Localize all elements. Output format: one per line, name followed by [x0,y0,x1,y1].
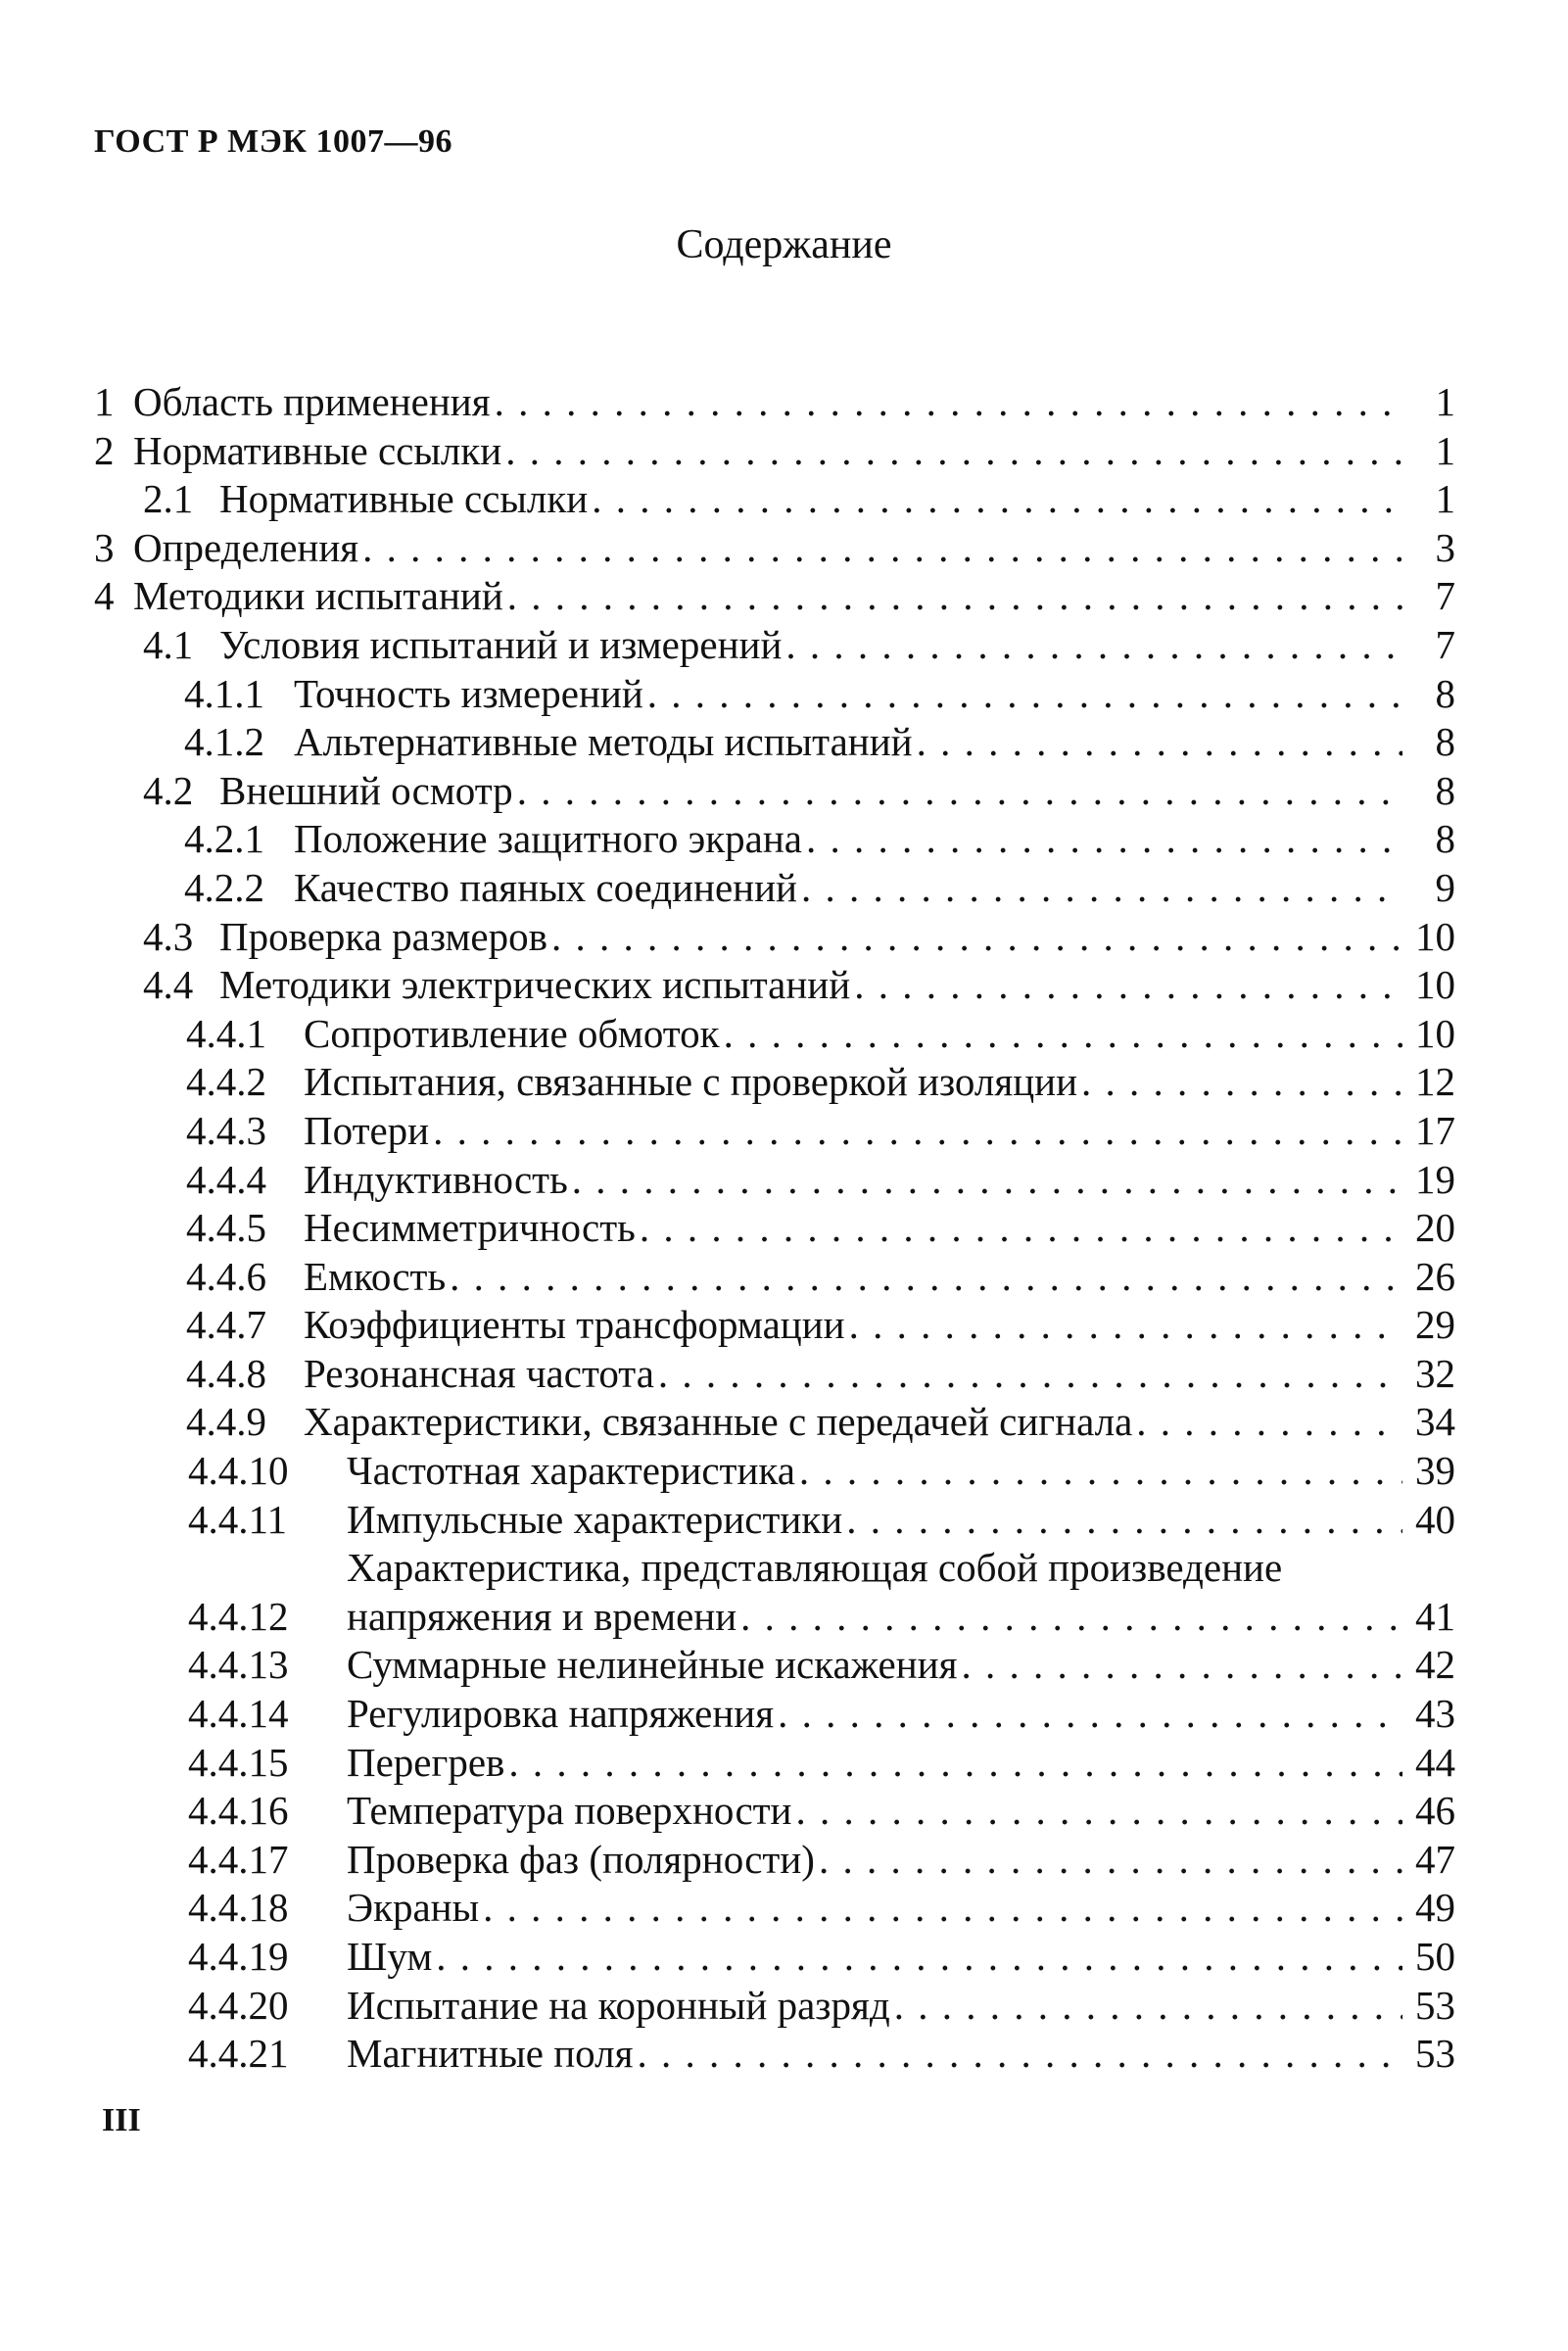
toc-entry-text [347,1982,1412,2031]
toc-entry-text [304,1058,1412,1107]
toc-entry-number: 4.1 [143,621,194,667]
toc-entry [94,1739,1455,1788]
toc-entry-label: Резонансная частота [304,1350,654,1396]
dot-leader [517,767,1402,816]
toc-entry [94,815,1455,864]
toc-entry-page: 44 [1415,1739,1455,1785]
toc-entry-page: 29 [1415,1302,1455,1348]
toc-entry-number: 1 [94,379,115,424]
toc-entry-number: 4.4.14 [188,1691,289,1737]
toc-entry-text [219,913,1412,962]
toc-entry-text [347,1787,1412,1836]
toc-entry-number: 4.4.7 [186,1302,266,1348]
toc-entry-label: Магнитные поля [347,2031,634,2077]
toc-entry-page: 8 [1435,816,1455,862]
toc-entry-number: 4.4.20 [188,1982,289,2028]
toc-entry-label: Характеристики, связанные с передачей сигнала [304,1399,1133,1445]
toc-entry-text [347,1739,1412,1788]
toc-entry-label: Проверка фаз (полярности) [347,1836,815,1882]
dot-leader [505,427,1402,476]
toc-entry-number: 4.4.9 [186,1399,266,1445]
toc-entry-label: Сопротивление обмоток [304,1010,720,1056]
toc-entry-text [304,1398,1412,1447]
toc-entry-number: 4.4.4 [186,1156,266,1202]
toc-entry-text [347,1836,1412,1885]
dot-leader [483,1884,1402,1933]
toc-entry [94,427,1455,476]
toc-entry [94,1933,1455,1982]
toc-entry-number: 4.4.10 [188,1448,289,1494]
toc-entry-page: 7 [1435,573,1455,619]
toc-entry-text [219,621,1412,670]
page-number-footer: III [102,2102,141,2138]
toc-entry [94,1350,1455,1399]
toc-entry-label: Проверка размеров [219,913,547,959]
toc-entry-page: 8 [1435,719,1455,765]
toc-entry-page: 8 [1435,767,1455,813]
toc-entry [94,1204,1455,1253]
toc-entry-text [347,1544,1455,1641]
toc-entry-number: 4.4.21 [188,2031,289,2077]
toc-entry-text [133,572,1412,621]
toc-entry-page: 50 [1415,1934,1455,1979]
toc-entry-text [294,815,1412,864]
toc-entry [94,1690,1455,1739]
toc-entry-text [347,1884,1412,1933]
toc-entry-page: 10 [1415,913,1455,959]
toc-entry [94,1544,1455,1641]
toc-entry [94,1641,1455,1690]
toc-entry-number: 4.4.19 [188,1934,289,1979]
toc-entry-text [304,1350,1412,1399]
toc-entry-label: Емкость [304,1253,447,1299]
toc-entry [94,2030,1455,2079]
dot-leader [894,1982,1402,2031]
toc-entry-number: 4.2.1 [184,816,264,862]
dot-leader [658,1350,1402,1399]
toc-entry-label: Характеристика, представляющая собой произведение [347,1545,1283,1591]
toc-entry-number: 4.2.2 [184,864,264,910]
toc-entry-page: 3 [1435,524,1455,570]
toc-entry-text [304,1156,1412,1205]
toc-entry-text [304,1253,1412,1302]
toc-entry-label: Область применения [133,379,491,424]
toc-entry [94,718,1455,767]
toc-entry-page: 1 [1435,427,1455,473]
toc-entry-label: Температура поверхности [347,1788,792,1834]
toc-entry-label: Испытания, связанные с проверкой изоляции [304,1059,1078,1105]
toc-entry-text [219,475,1412,524]
toc-entry-number: 4.4.15 [188,1739,289,1785]
dot-leader [592,475,1402,524]
toc-entry [94,1156,1455,1205]
page-title: Содержание [676,222,892,267]
dot-leader [819,1836,1402,1885]
toc-entry-page: 8 [1435,670,1455,716]
dot-leader [551,913,1402,962]
toc-entry-number: 4.4.5 [186,1205,266,1251]
dot-leader [801,864,1402,913]
dot-leader [740,1593,1402,1642]
toc-entry-label: Экраны [347,1885,480,1931]
toc-entry-label: Суммарные нелинейные искажения [347,1642,958,1688]
dot-leader [854,961,1402,1010]
dot-leader [961,1641,1402,1690]
toc-entry-label: Положение защитного экрана [294,816,802,862]
toc-entry-page: 20 [1415,1205,1455,1251]
toc-entry-number: 4.4.16 [188,1788,289,1834]
toc-entry-page: 53 [1415,2031,1455,2077]
toc-entry-page: 34 [1415,1399,1455,1445]
table-of-contents [94,378,1455,2079]
toc-entry-text [133,524,1412,573]
toc-entry [94,1982,1455,2031]
dot-leader [572,1156,1402,1205]
toc-entry [94,1010,1455,1059]
toc-entry-page: 49 [1415,1885,1455,1931]
toc-entry-number: 4.4.13 [188,1642,289,1688]
toc-entry [94,913,1455,962]
toc-entry-page: 32 [1415,1350,1455,1396]
toc-entry-page: 39 [1415,1448,1455,1494]
toc-entry-text [304,1010,1412,1059]
dot-leader [450,1253,1402,1302]
toc-entry [94,524,1455,573]
toc-entry [94,1447,1455,1496]
toc-entry-page: 10 [1415,962,1455,1008]
toc-entry-text [304,1204,1412,1253]
toc-entry-page: 26 [1415,1253,1455,1299]
document-code-header: ГОСТ Р МЭК 1007—96 [94,123,452,160]
toc-entry [94,1253,1455,1302]
toc-entry-number: 4.4.17 [188,1836,289,1882]
toc-entry-page: 19 [1415,1156,1455,1202]
dot-leader [507,572,1402,621]
toc-entry-page: 53 [1415,1982,1455,2028]
toc-entry-label: Несимметричность [304,1205,636,1251]
toc-entry-label: Определения [133,524,359,570]
dot-leader [1136,1398,1402,1447]
toc-entry-page: 1 [1435,476,1455,522]
toc-entry-text [294,864,1412,913]
dot-leader [724,1010,1402,1059]
toc-entry-number: 4.4.18 [188,1885,289,1931]
toc-entry-label: Импульсные характеристики [347,1496,843,1542]
toc-entry-text [304,1301,1412,1350]
toc-entry-number: 4.4.1 [186,1010,266,1056]
toc-entry-page: 12 [1415,1059,1455,1105]
toc-entry-text [219,961,1412,1010]
toc-entry-label: Методики электрических испытаний [219,962,851,1008]
toc-entry-label: Шум [347,1934,433,1979]
dot-leader [846,1496,1402,1545]
toc-entry-number: 4.4.8 [186,1350,266,1396]
dot-leader [917,718,1402,767]
toc-entry [94,1496,1455,1545]
toc-entry-label-continued: напряжения и времени [347,1593,737,1639]
dot-leader [637,2030,1402,2079]
toc-entry-label: Коэффициенты трансформации [304,1302,845,1348]
toc-entry-text [294,718,1412,767]
dot-leader [806,815,1402,864]
toc-entry [94,475,1455,524]
toc-entry [94,1836,1455,1885]
toc-entry [94,1301,1455,1350]
dot-leader [362,524,1402,573]
dot-leader [796,1787,1402,1836]
toc-entry-text [304,1107,1412,1156]
toc-entry-label: Перегрев [347,1739,505,1785]
toc-entry [94,1107,1455,1156]
toc-entry-label: Внешний осмотр [219,767,513,813]
toc-entry-text [133,378,1412,427]
toc-entry-label: Альтернативные методы испытаний [294,719,913,765]
toc-entry [94,1398,1455,1447]
toc-entry-page: 10 [1415,1010,1455,1056]
toc-entry [94,767,1455,816]
toc-entry-number: 4.4.12 [188,1593,289,1639]
toc-entry [94,961,1455,1010]
dot-leader [640,1204,1402,1253]
toc-entry-label-continued-line [347,1593,1455,1642]
toc-entry-number: 4 [94,573,115,619]
toc-entry-page: 9 [1435,864,1455,910]
toc-entry-label: Качество паяных соединений [294,864,798,910]
toc-entry-text [347,1690,1412,1739]
toc-entry [94,1884,1455,1933]
toc-entry-label: Индуктивность [304,1156,568,1202]
toc-entry-label: Методики испытаний [133,573,503,619]
toc-entry-label: Точность измерений [294,670,643,716]
toc-entry-page: 47 [1415,1836,1455,1882]
toc-entry-page: 40 [1415,1496,1455,1542]
toc-entry-number: 4.4.3 [186,1107,266,1153]
dot-leader [785,621,1402,670]
dot-leader [508,1739,1402,1788]
toc-entry-page: 43 [1415,1691,1455,1737]
toc-entry-number: 4.2 [143,767,194,813]
toc-entry-number: 2.1 [143,476,194,522]
toc-entry-number: 4.4.6 [186,1253,266,1299]
toc-entry-number: 4.4.2 [186,1059,266,1105]
toc-entry-number: 4.1.1 [184,670,264,716]
toc-entry-number: 4.1.2 [184,719,264,765]
toc-entry-page: 7 [1435,621,1455,667]
toc-entry-page: 17 [1415,1107,1455,1153]
dot-leader [799,1447,1402,1496]
toc-entry-page: 1 [1435,379,1455,424]
dot-leader [778,1690,1402,1739]
dot-leader [1081,1058,1402,1107]
toc-entry [94,572,1455,621]
toc-entry-text [347,1641,1412,1690]
dot-leader [495,378,1402,427]
toc-entry-text [219,767,1412,816]
toc-entry [94,1058,1455,1107]
toc-entry-text [347,1933,1412,1982]
toc-entry [94,1787,1455,1836]
toc-entry-label: Условия испытаний и измерений [219,621,783,667]
toc-entry-label: Нормативные ссылки [219,476,589,522]
toc-entry-page: 41 [1415,1593,1455,1639]
toc-entry-number: 4.4.11 [188,1496,287,1542]
dot-leader [647,670,1402,719]
toc-entry [94,670,1455,719]
toc-entry-text [347,1447,1412,1496]
toc-entry-page: 42 [1415,1642,1455,1688]
toc-entry-number: 4.3 [143,913,194,959]
dot-leader [849,1301,1402,1350]
toc-entry [94,864,1455,913]
toc-entry-page: 46 [1415,1788,1455,1834]
toc-entry-number: 3 [94,524,115,570]
toc-entry-label: Нормативные ссылки [133,427,502,473]
toc-entry-label: Частотная характеристика [347,1448,795,1494]
toc-entry-text [294,670,1412,719]
toc-entry-number: 2 [94,427,115,473]
dot-leader [436,1933,1402,1982]
toc-entry-number: 4.4 [143,962,194,1008]
toc-entry-label: Потери [304,1107,430,1153]
toc-entry [94,378,1455,427]
toc-entry [94,621,1455,670]
dot-leader [433,1107,1402,1156]
toc-entry-label: Регулировка напряжения [347,1691,775,1737]
toc-entry-text [347,2030,1412,2079]
toc-entry-label: Испытание на коронный разряд [347,1982,890,2028]
toc-entry-text [347,1496,1412,1545]
toc-entry-text [133,427,1412,476]
